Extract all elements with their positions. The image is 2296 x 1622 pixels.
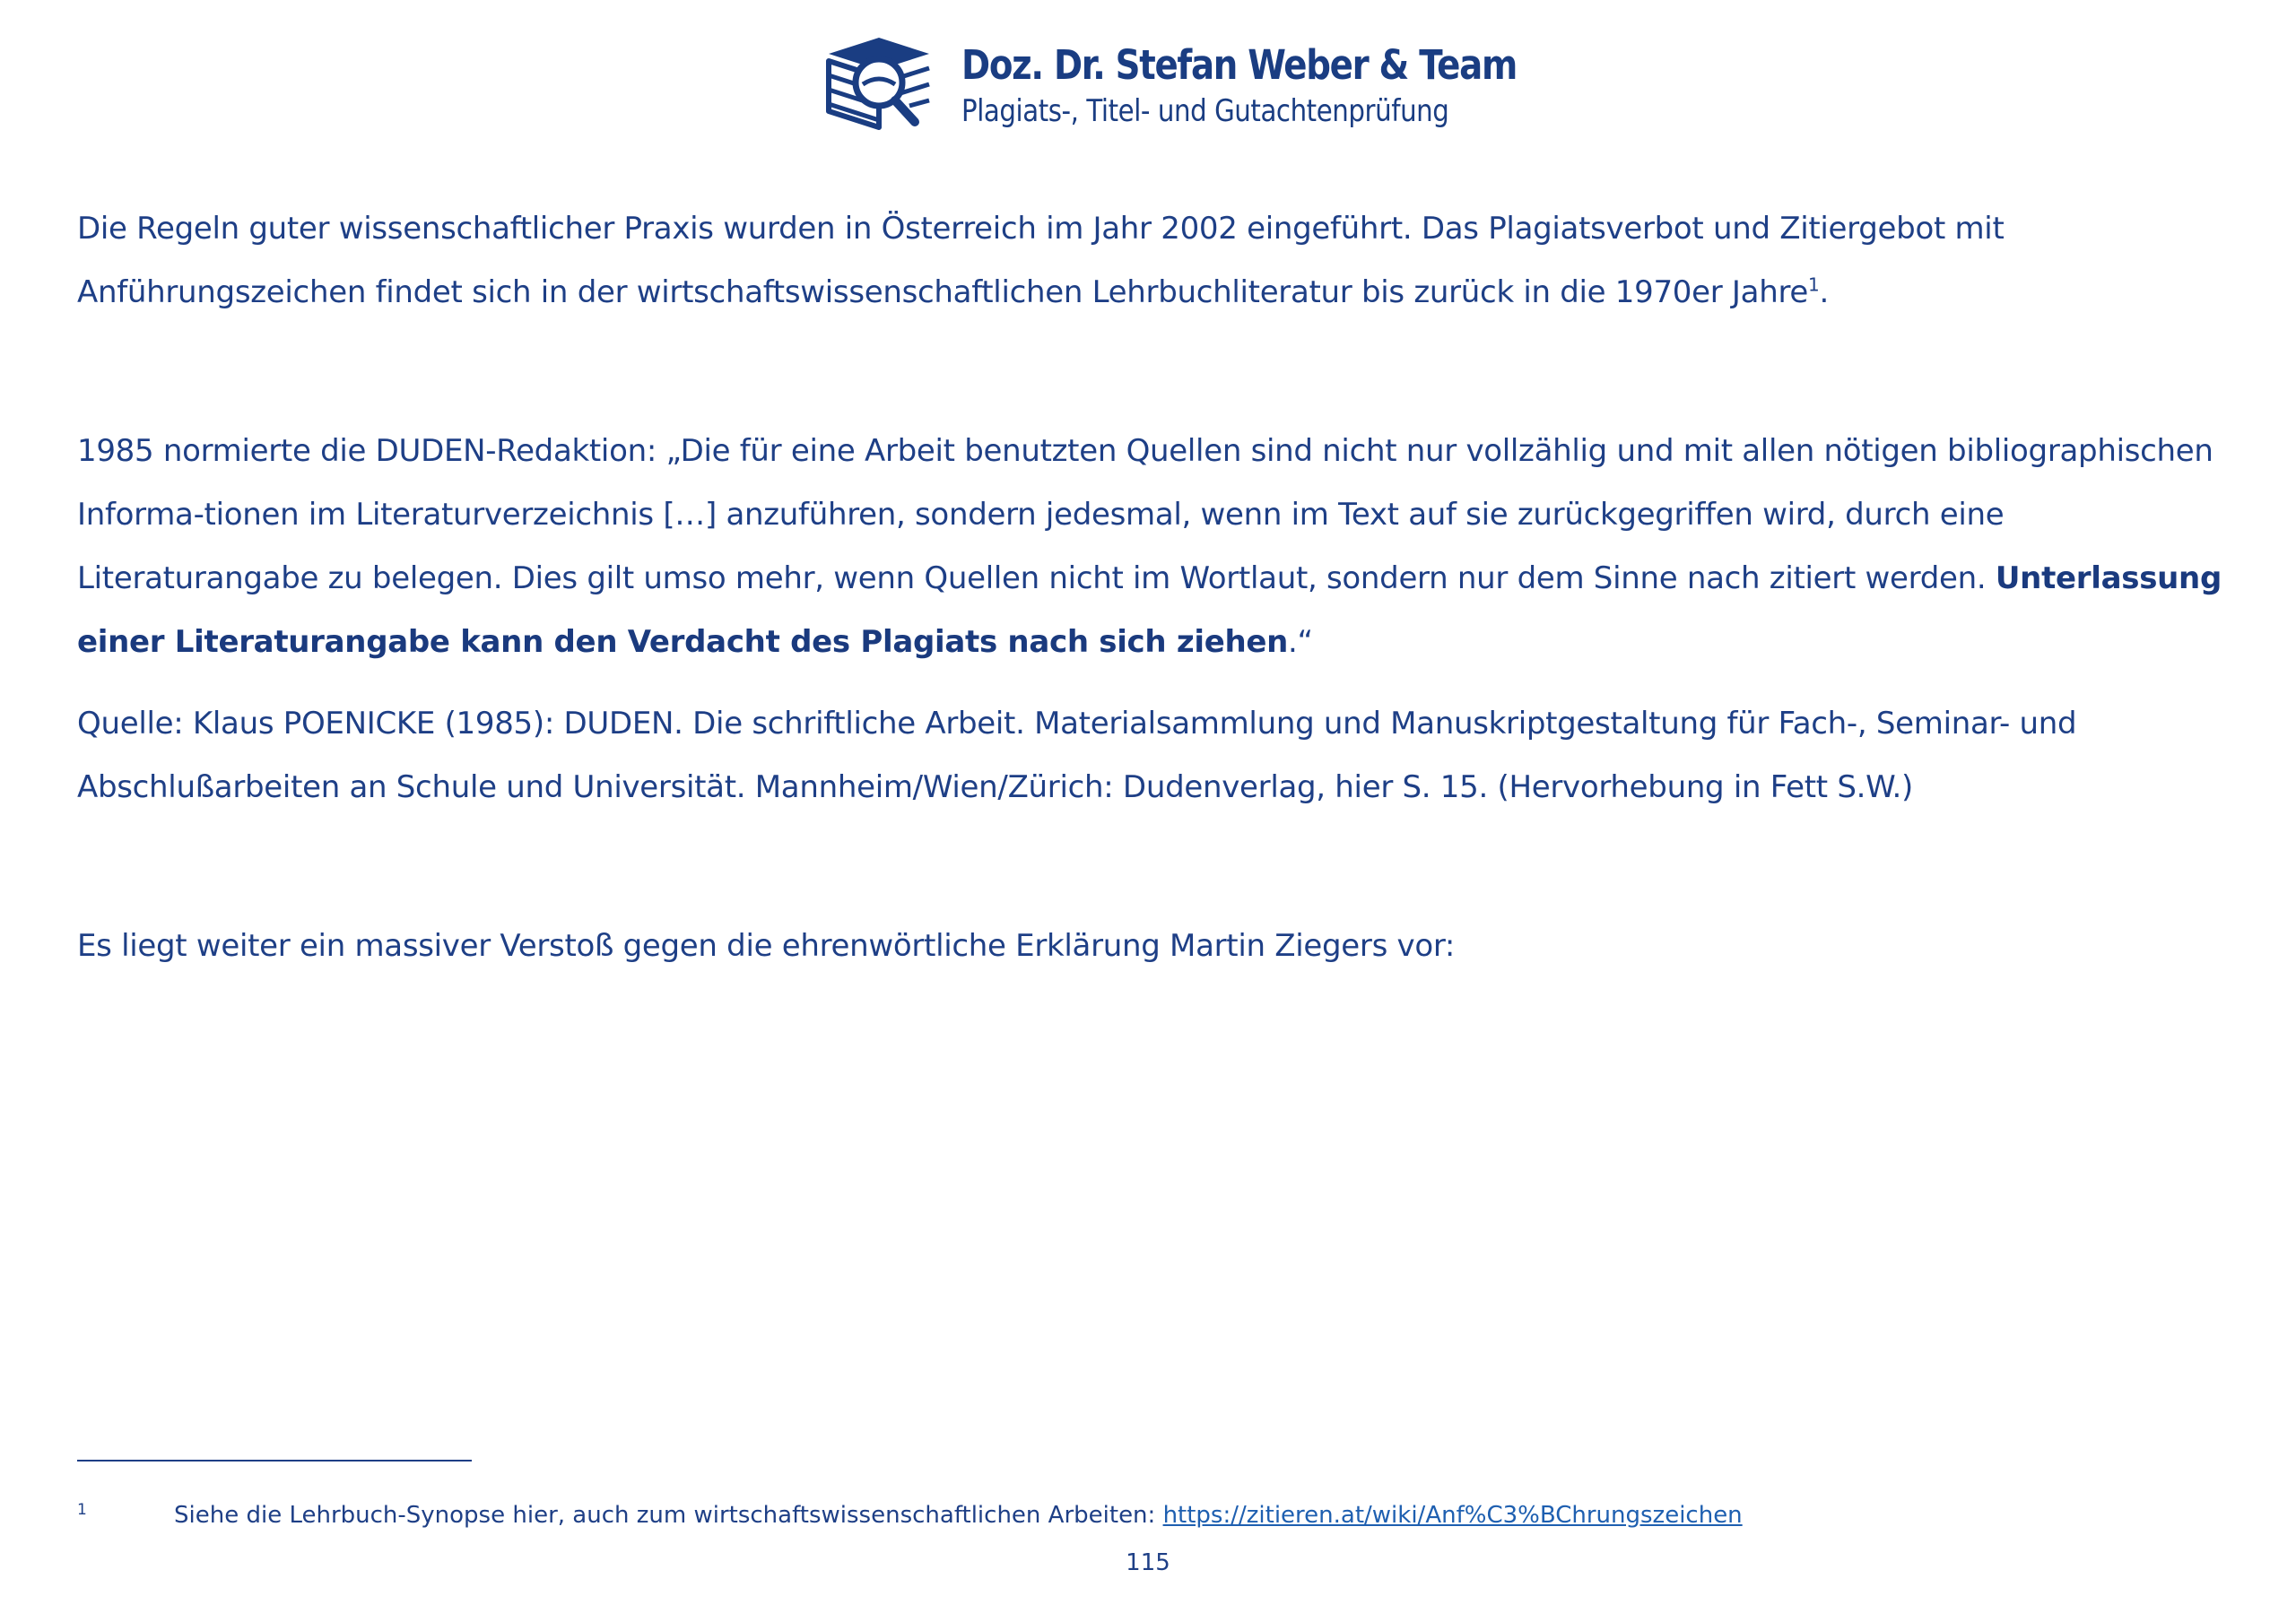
paragraph-intro: [77, 197, 2248, 325]
footnote-divider: [77, 1460, 472, 1462]
footnote-link[interactable]: https://zitieren.at/wiki/Anf%C3%BChrungszeichen: [1162, 1502, 1743, 1529]
page-number: 115: [1126, 1549, 1170, 1576]
brand-title: Doz. Dr. Stefan Weber & Team: [961, 41, 1517, 89]
duden-quote-emphasis: Unterlassung einer Literaturangabe kann den Verdacht des Plagiats nach sich ziehen: [77, 560, 2222, 660]
book-magnifier-icon: [823, 34, 938, 134]
paragraph-intro-end: .: [1819, 274, 1829, 310]
footnote-body: Siehe die Lehrbuch-Synopse hier, auch zum wirtschaftswissenschaftlichen Arbeiten:: [174, 1502, 1163, 1529]
footnote-text: [174, 1497, 1743, 1533]
paragraph-intro-text: Die Regeln guter wissenschaftlicher Praxis wurden in Österreich im Jahr 2002 eingeführt. Das Plagiatsverbot und Zitiergebot mit Anführungszeichen findet sich in der wirtschaftswissenschaftlichen Lehrbuchliteratur bis zurück in die 1970er Jahre: [77, 211, 2005, 310]
page-header: [823, 34, 1517, 142]
duden-quote-text: 1985 normierte die DUDEN-Redaktion: „Die für eine Arbeit benutzten Quellen sind nicht nur vollzählig und mit allen nötigen bibliographischen Informa-tionen im Literaturverzeichnis […] anzuführen, sondern jedesmal, wenn im Text auf sie zurückgegriffen wird, durch eine Literaturangabe zu belegen. Dies gilt umso mehr, wenn Quellen nicht im Wortlaut, sondern nur dem Sinne nach zitiert werden.: [77, 433, 2213, 596]
paragraph-source: Quelle: Klaus POENICKE (1985): DUDEN. Die schriftliche Arbeit. Materialsammlung und Manuskriptgestaltung für Fach-, Seminar- und Abschlußarbeiten an Schule und Universität. Mannheim/Wien/Zürich: Dudenverlag, hier S. 15. (Hervorhebung in Fett S.W.): [77, 706, 2077, 805]
brand-subtitle: Plagiats-, Titel- und Gutachtenprüfung: [961, 93, 1449, 129]
footnote-number: 1: [77, 1501, 87, 1519]
duden-quote-end: .“: [1288, 624, 1313, 660]
footnote-reference[interactable]: 1: [1808, 273, 1820, 296]
paragraph-duden-quote: [77, 420, 2248, 674]
paragraph-violation: Es liegt weiter ein massiver Verstoß gegen die ehrenwörtliche Erklärung Martin Ziegers vor:: [77, 928, 1456, 964]
